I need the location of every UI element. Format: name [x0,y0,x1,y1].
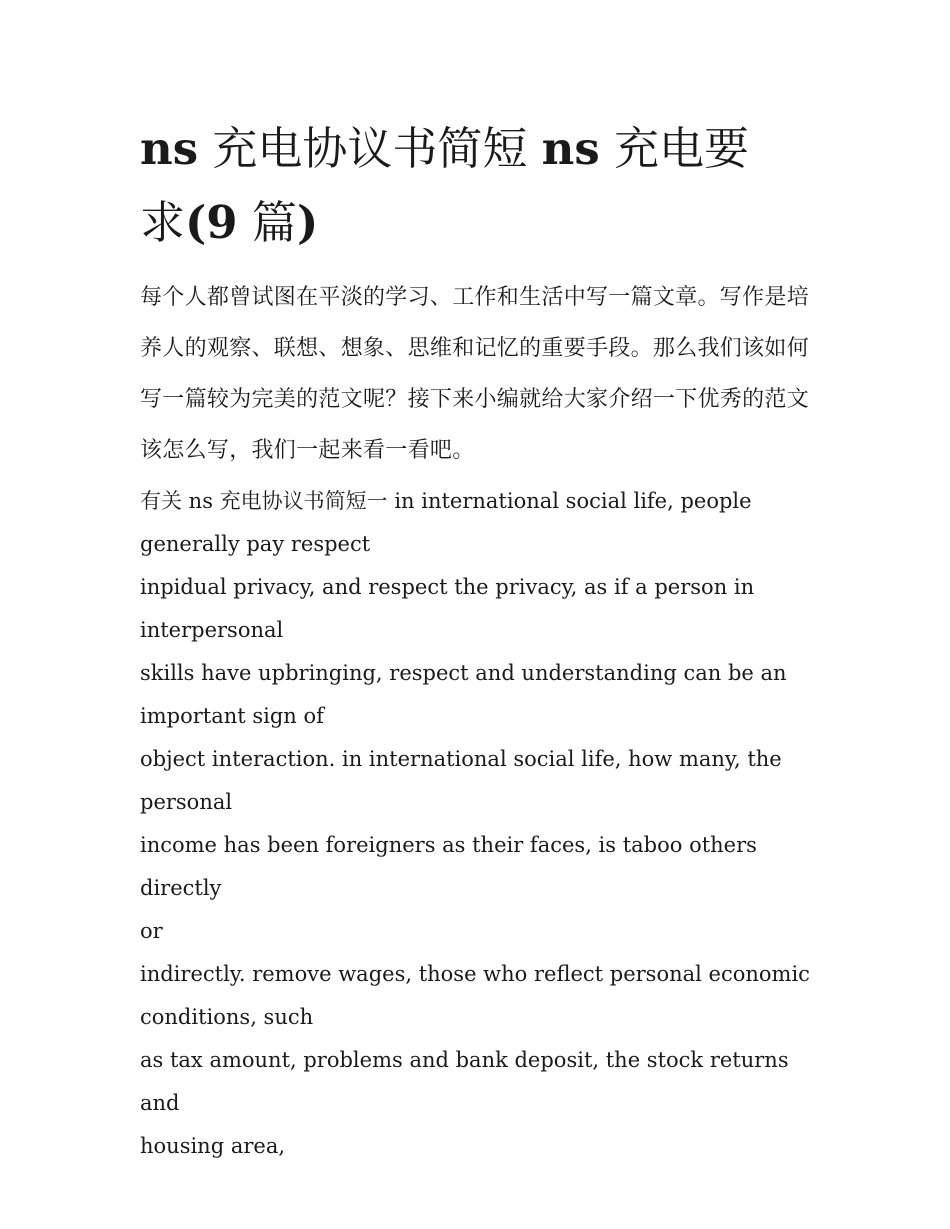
title-segment-3: 求 [140,196,186,249]
body-line: generally pay respect [140,532,371,556]
document-title [140,112,820,260]
body-line: indirectly. remove wages, those who reflect personal economic [140,962,810,986]
title-ns-2: ns [541,122,600,175]
title-count: (9 [185,196,238,249]
title-segment-1: 充电协议书简短 [198,122,542,175]
body-line: interpersonal [140,618,284,642]
body-line: important sign of [140,704,324,728]
title-ns-1: ns [140,122,199,175]
title-close-paren: ) [296,196,319,249]
body-line: skills have upbringing, respect and understanding can be an [140,661,787,685]
body-line: or [140,919,163,943]
body-line: 有关 ns 充电协议书简短一 in international social life, people [140,489,752,513]
title-segment-2: 充电要 [599,122,750,175]
body-text [140,480,820,1168]
body-line: object interaction. in international social life, how many, the [140,747,782,771]
body-line: housing area, [140,1134,286,1158]
intro-paragraph: 每个人都曾试图在平淡的学习、工作和生活中写一篇文章。写作是培养人的观察、联想、想象、思维和记忆的重要手段。那么我们该如何写一篇较为完美的范文呢？接下来小编就给大家介绍一下优秀的范文该怎么写，我们一起来看一看吧。 [140,285,810,463]
body-line: income has been foreigners as their faces, is taboo others directly [140,833,757,900]
body-line: as tax amount, problems and bank deposit, the stock returns and [140,1048,789,1115]
body-line: personal [140,790,233,814]
body-line: conditions, such [140,1005,314,1029]
document-page [140,112,820,1168]
body-line: inpidual privacy, and respect the privacy, as if a person in [140,575,755,599]
title-segment-4: 篇 [237,196,297,249]
